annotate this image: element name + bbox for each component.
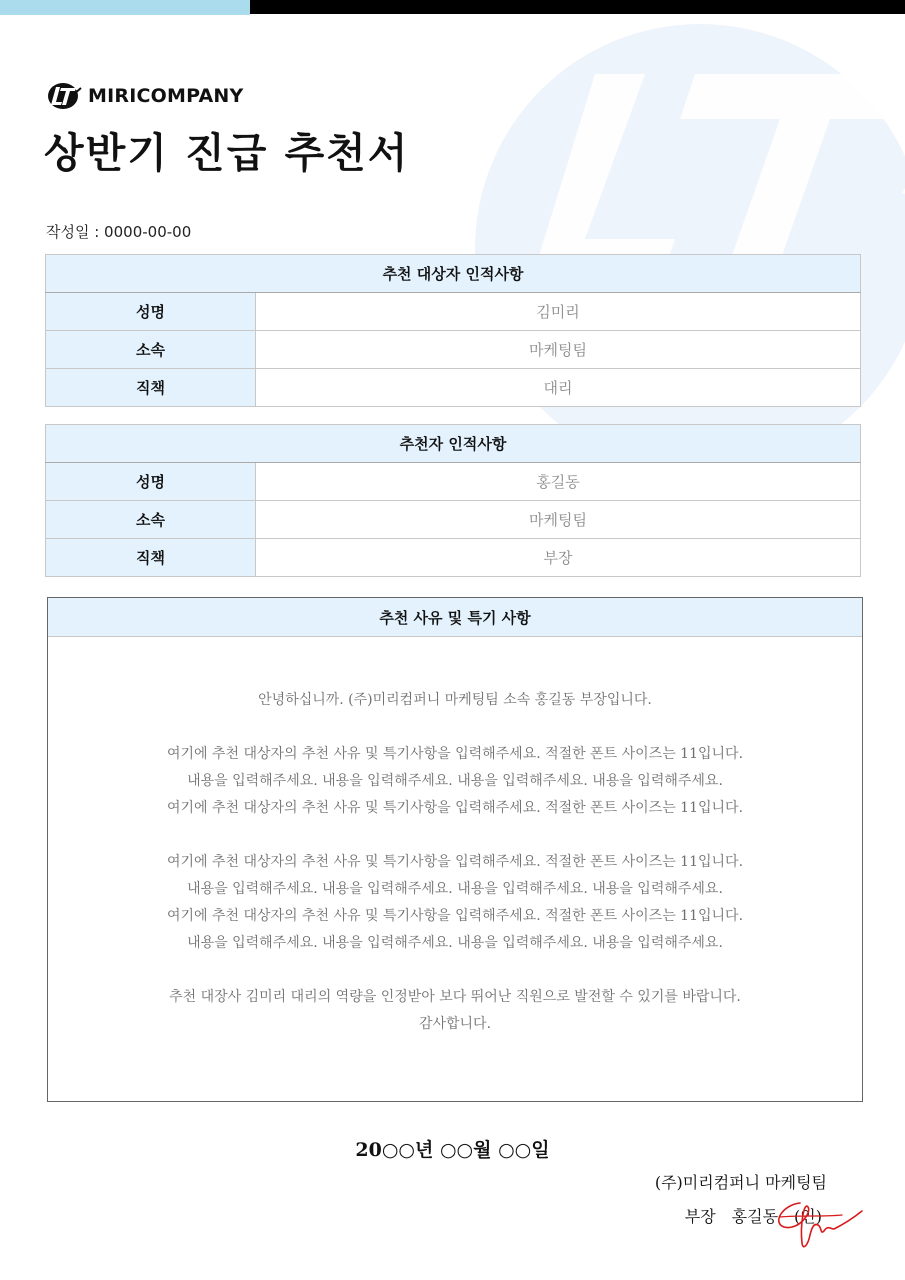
table-row [46,463,861,501]
row-label-department: 소속 [46,331,256,369]
document-title: 상반기 진급 추천서 [44,129,410,177]
reason-text-area[interactable] [48,637,862,1038]
logo-watermark-icon [465,14,905,484]
table-row [46,331,861,369]
signer-name: 홍길동 [731,1207,779,1226]
top-accent-bar [0,0,250,15]
company-logo-icon [46,82,82,110]
signature-company: (주)미리컴퍼니 마케팅팀 [654,1173,827,1192]
candidate-info-table [45,254,861,407]
text-line: 안녕하십니까. (주)미리컴퍼니 마케팅팀 소속 홍길동 부장입니다. [258,692,652,708]
table-row [46,293,861,331]
text-line: 감사합니다. [418,1016,492,1032]
table-row [46,539,861,577]
written-date: 작성일 : 0000-00-00 [46,223,192,241]
seal-mark: (인) [794,1207,822,1226]
text-line: 추천 대장사 김미리 대리의 역량을 인정받아 보다 뛰어난 직원으로 발전할 수 있기를 바랍니다. [169,989,741,1005]
recommendation-reason-section [47,597,863,1102]
candidate-position-field[interactable]: 대리 [256,369,861,407]
text-line: 여기에 추천 대상자의 추천 사유 및 특기사항을 입력해주세요. 적절한 폰트 사이즈는 11입니다. [166,800,744,816]
closing-paragraph [48,984,862,1038]
table-row [46,369,861,407]
row-label-position: 직책 [46,369,256,407]
text-line: 내용을 입력해주세요. 내용을 입력해주세요. 내용을 입력해주세요. 내용을 입력해주세요. [187,881,723,897]
reason-paragraph-2 [48,849,862,957]
text-line: 여기에 추천 대상자의 추천 사유 및 특기사항을 입력해주세요. 적절한 폰트 사이즈는 11입니다. [166,746,744,762]
candidate-table-header: 추천 대상자 인적사항 [46,255,861,293]
recommender-info-table [45,424,861,577]
signer-position: 부장 [684,1207,716,1226]
company-logo [46,82,243,110]
recommender-position-field[interactable]: 부장 [256,539,861,577]
reason-paragraph-1 [48,741,862,822]
top-black-bar [250,0,905,14]
recommender-department-field[interactable]: 마케팅팀 [256,501,861,539]
candidate-department-field[interactable]: 마케팅팀 [256,331,861,369]
handwritten-signature-icon [772,1195,867,1255]
recommender-name-field[interactable]: 홍길동 [256,463,861,501]
greeting-paragraph [48,687,862,714]
signature-date: 20○○년 ○○월 ○○일 [355,1139,550,1161]
table-row [46,501,861,539]
reason-section-header: 추천 사유 및 특기 사항 [48,598,862,637]
company-name: MIRICOMPANY [88,85,244,107]
recommender-table-header: 추천자 인적사항 [46,425,861,463]
text-line: 내용을 입력해주세요. 내용을 입력해주세요. 내용을 입력해주세요. 내용을 입력해주세요. [187,773,723,789]
text-line: 여기에 추천 대상자의 추천 사유 및 특기사항을 입력해주세요. 적절한 폰트 사이즈는 11입니다. [166,854,744,870]
candidate-name-field[interactable]: 김미리 [256,293,861,331]
row-label-name: 성명 [46,293,256,331]
row-label-name: 성명 [46,463,256,501]
text-line: 내용을 입력해주세요. 내용을 입력해주세요. 내용을 입력해주세요. 내용을 입력해주세요. [187,935,723,951]
row-label-department: 소속 [46,501,256,539]
row-label-position: 직책 [46,539,256,577]
text-line: 여기에 추천 대상자의 추천 사유 및 특기사항을 입력해주세요. 적절한 폰트 사이즈는 11입니다. [166,908,744,924]
